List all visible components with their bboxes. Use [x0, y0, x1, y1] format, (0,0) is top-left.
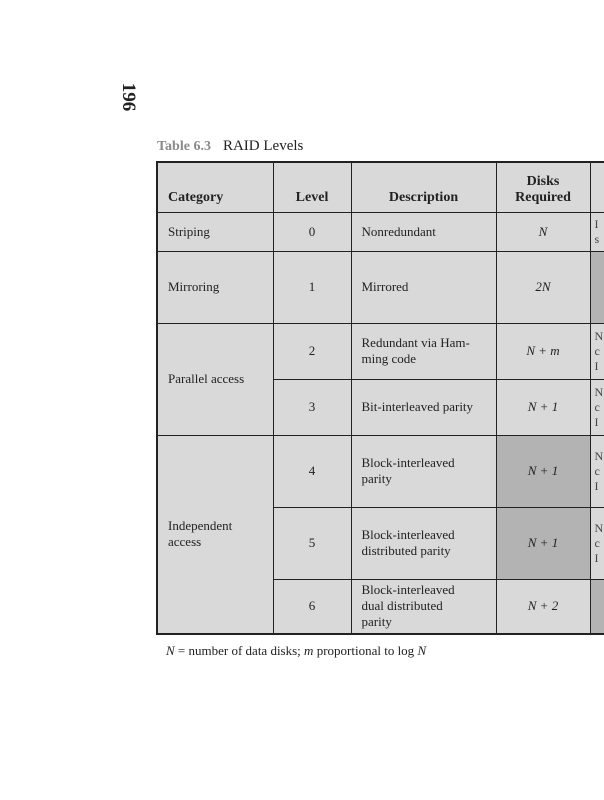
table-row — [157, 435, 604, 507]
header-level: Level — [273, 162, 351, 212]
header-disks-line1: Disks — [526, 173, 560, 189]
description-cell: Redundant via Ham- ming code — [351, 323, 496, 379]
level-cell: 2 — [273, 323, 351, 379]
table-row — [157, 323, 604, 379]
cut-cell: I s — [590, 212, 604, 251]
disks-cell: N + 1 — [496, 435, 590, 507]
description-cell: Block-interleaved dual distributed parity — [351, 579, 496, 634]
cut-cell: N c I — [590, 323, 604, 379]
cut-cell — [590, 251, 604, 323]
description-cell: Block-interleaved parity — [351, 435, 496, 507]
disks-cell: N + 1 — [496, 379, 590, 435]
description-cell: Bit-interleaved parity — [351, 379, 496, 435]
table-label: Table 6.3 — [157, 139, 211, 154]
header-disks-required — [496, 162, 590, 212]
table-footnote: N = number of data disks; m proportional to log N — [166, 643, 427, 658]
cut-cell: N c I — [590, 507, 604, 579]
disks-cell: 2N — [496, 251, 590, 323]
category-independent-access: Independent access — [157, 435, 273, 634]
table-row — [157, 212, 604, 251]
header-cut-column — [590, 162, 604, 212]
raid-table-container — [156, 161, 604, 635]
category-parallel-access: Parallel access — [157, 323, 273, 435]
description-cell: Nonredundant — [351, 212, 496, 251]
disks-cell: N + 2 — [496, 579, 590, 634]
level-cell: 5 — [273, 507, 351, 579]
level-cell: 1 — [273, 251, 351, 323]
header-disks-line2: Required — [515, 189, 571, 205]
header-category: Category — [157, 162, 273, 212]
category-striping: Striping — [157, 212, 273, 251]
header-row — [157, 162, 604, 212]
table-title: RAID Levels — [222, 138, 304, 154]
raid-levels-table — [156, 161, 604, 635]
level-cell: 3 — [273, 379, 351, 435]
cut-cell — [590, 579, 604, 634]
level-cell: 0 — [273, 212, 351, 251]
level-cell: 4 — [273, 435, 351, 507]
page-number: 196 — [118, 82, 139, 112]
disks-cell: N + m — [496, 323, 590, 379]
table-caption — [157, 138, 303, 155]
header-description: Description — [351, 162, 496, 212]
cut-cell: N c I — [590, 379, 604, 435]
category-mirroring: Mirroring — [157, 251, 273, 323]
cut-cell: N c I — [590, 435, 604, 507]
disks-cell: N + 1 — [496, 507, 590, 579]
description-cell: Block-interleaved distributed parity — [351, 507, 496, 579]
disks-cell: N — [496, 212, 590, 251]
description-cell: Mirrored — [351, 251, 496, 323]
level-cell: 6 — [273, 579, 351, 634]
table-row — [157, 251, 604, 323]
